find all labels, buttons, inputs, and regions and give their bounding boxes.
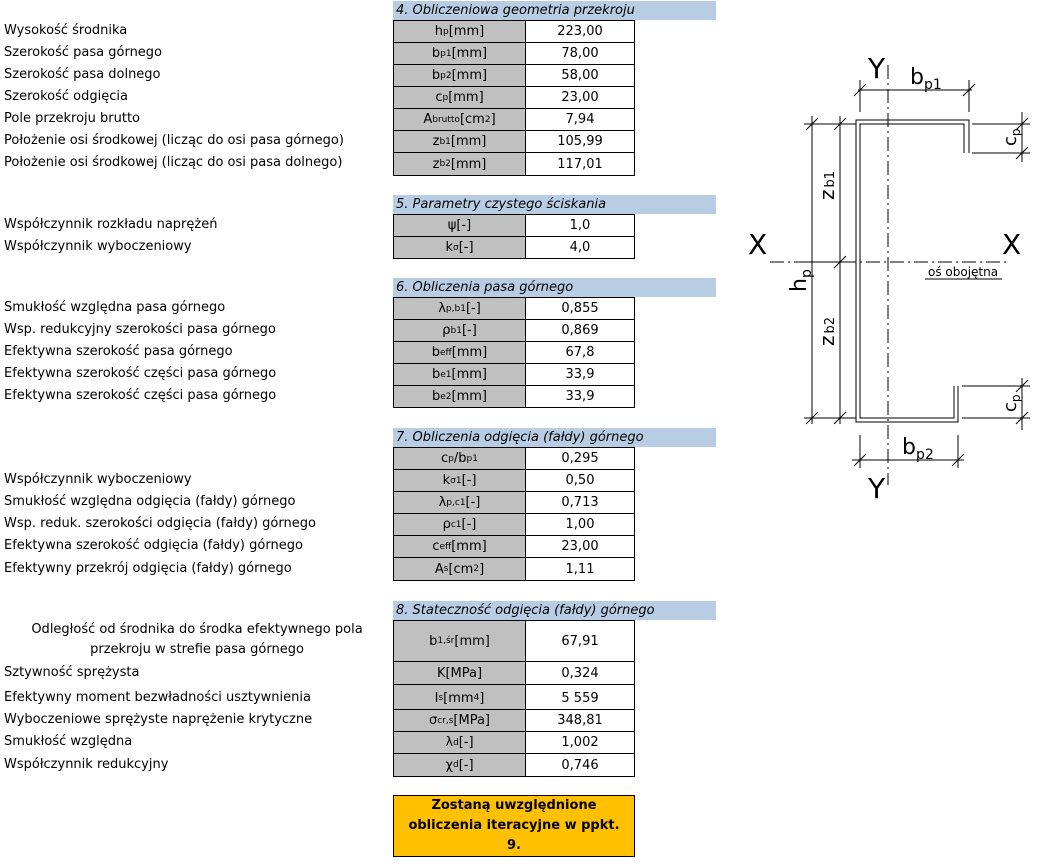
- symbol-cell: b e2 [mm]: [393, 385, 526, 408]
- label-rho-b1: Wsp. redukcyjny szerokości pasa górnego: [4, 322, 276, 337]
- row-is: [393, 684, 635, 712]
- label-bp1: Szerokość pasa górnego: [4, 45, 163, 60]
- value-cell[interactable]: 67,8: [526, 341, 635, 364]
- symbol-cell: A s [cm 2 ]: [393, 557, 526, 581]
- row-psi: [393, 214, 635, 237]
- label-lambda-pb1: Smukłość względna pasa górnego: [4, 300, 226, 315]
- label-ksigma1: Współczynnik wyboczeniowy: [4, 472, 192, 487]
- symbol-cell: c p [mm]: [393, 86, 526, 109]
- symbol-cell: λ p,c1 [-]: [393, 491, 526, 514]
- label-is: Efektywny moment bezwładności usztywnienia: [4, 690, 311, 705]
- row-b1sr: [393, 620, 635, 662]
- row-zb2: [393, 152, 635, 176]
- value-cell[interactable]: 0,50: [526, 469, 635, 492]
- label-be2: Efektywna szerokość części pasa górnego: [4, 388, 277, 403]
- value-cell[interactable]: 23,00: [526, 86, 635, 109]
- row-ceff: [393, 535, 635, 558]
- label-k: Sztywność sprężysta: [4, 665, 140, 680]
- value-cell[interactable]: 58,00: [526, 64, 635, 87]
- label-zb2: Położenie osi środkowej (licząc do osi pasa dolnego): [4, 155, 343, 170]
- value-cell[interactable]: 0,746: [526, 753, 635, 777]
- neutral-axis-label: oś obojętna: [928, 265, 999, 279]
- row-chi-d: [393, 753, 635, 777]
- value-cell[interactable]: 0,869: [526, 319, 635, 342]
- label-b1sr: Odległość od środnika do środka efektywnego pola przekroju w strefie pasa górnego: [31, 622, 363, 657]
- value-cell[interactable]: 33,9: [526, 385, 635, 408]
- value-cell[interactable]: 1,00: [526, 513, 635, 536]
- symbol-cell: ρ c1 [-]: [393, 513, 526, 536]
- value-cell[interactable]: 78,00: [526, 42, 635, 65]
- row-bp2: [393, 64, 635, 87]
- label-ceff: Efektywna szerokość odgięcia (fałdy) górnego: [4, 538, 303, 553]
- symbol-cell: b e1 [mm]: [393, 363, 526, 386]
- label-cp: Szerokość odgięcia: [4, 89, 128, 104]
- label-beff: Efektywna szerokość pasa górnego: [4, 344, 233, 359]
- symbol-cell: k σ1 [-]: [393, 469, 526, 492]
- section-5-header: 5. Parametry czystego ściskania: [393, 195, 716, 214]
- cp-bottom-label: $c_p$: [1000, 394, 1023, 412]
- label-lambda-d: Smukłość względna: [4, 734, 133, 749]
- section-8-header: 8. Stateczność odgięcia (fałdy) górnego: [393, 601, 716, 620]
- row-hp: [393, 20, 635, 43]
- y-axis-label-top: Y: [868, 52, 886, 85]
- label-as: Efektywny przekrój odgięcia (fałdy) górnego: [4, 561, 292, 576]
- symbol-cell: b p2 [mm]: [393, 64, 526, 87]
- row-ksigma1: [393, 469, 635, 492]
- symbol-cell: h p [mm]: [393, 20, 526, 43]
- row-abrutto: [393, 108, 635, 131]
- value-cell[interactable]: 1,002: [526, 731, 635, 754]
- row-lambda-pc1: [393, 491, 635, 514]
- label-hp: Wysokość środnika: [4, 23, 128, 38]
- hp-label: $h_p$: [787, 269, 815, 292]
- iteration-note: Zostaną uwzględnione obliczenia iteracyjne w ppkt. 9.: [393, 795, 635, 857]
- value-cell[interactable]: 0,713: [526, 491, 635, 514]
- row-be2: [393, 385, 635, 408]
- cross-section-diagram: [740, 40, 1040, 510]
- x-axis-label-left: X: [748, 228, 768, 261]
- row-ksigma: [393, 236, 635, 259]
- symbol-cell: λ d [-]: [393, 731, 526, 754]
- row-as: [393, 557, 635, 581]
- label-zb1: Położenie osi środkowej (licząc do osi pasa górnego): [4, 133, 344, 148]
- value-cell[interactable]: 0,324: [526, 661, 635, 685]
- symbol-cell: c eff [mm]: [393, 535, 526, 558]
- label-ksigma: Współczynnik wyboczeniowy: [4, 239, 192, 254]
- label-chi-d: Współczynnik redukcyjny: [4, 757, 169, 772]
- symbol-cell: σ cr,s [MPa]: [393, 709, 526, 732]
- value-cell[interactable]: 23,00: [526, 535, 635, 558]
- value-cell[interactable]: 67,91: [526, 620, 635, 662]
- symbol-cell: λ p,b1 [-]: [393, 297, 526, 320]
- section-4-header: 4. Obliczeniowa geometria przekroju: [393, 1, 716, 20]
- row-cp: [393, 86, 635, 109]
- row-zb1: [393, 130, 635, 153]
- label-bp2: Szerokość pasa dolnego: [4, 67, 161, 82]
- symbol-cell: b 1,śr [mm]: [393, 620, 526, 662]
- row-rho-b1: [393, 319, 635, 342]
- value-cell[interactable]: 105,99: [526, 130, 635, 153]
- row-lambda-d: [393, 731, 635, 754]
- value-cell[interactable]: 1,0: [526, 214, 635, 237]
- row-sigma-crs: [393, 709, 635, 732]
- value-cell[interactable]: 0,855: [526, 297, 635, 320]
- symbol-cell: z b2 [mm]: [393, 152, 526, 176]
- row-be1: [393, 363, 635, 386]
- value-cell[interactable]: 117,01: [526, 152, 635, 176]
- value-cell[interactable]: 7,94: [526, 108, 635, 131]
- label-be1: Efektywna szerokość części pasa górnego: [4, 366, 277, 381]
- label-lambda-pc1: Smukłość względna odgięcia (fałdy) górnego: [4, 494, 296, 509]
- symbol-cell: ψ [-]: [393, 214, 526, 237]
- symbol-cell: I s [mm 4 ]: [393, 684, 526, 712]
- y-axis-label-bottom: Y: [868, 472, 886, 505]
- symbol-cell: A brutto [cm 2 ]: [393, 108, 526, 131]
- x-axis-label-right: X: [1002, 228, 1022, 261]
- value-cell[interactable]: 1,11: [526, 557, 635, 581]
- symbol-cell: k σ [-]: [393, 236, 526, 259]
- value-cell[interactable]: 33,9: [526, 363, 635, 386]
- bp2-label: $b_{p2}$: [902, 435, 934, 463]
- value-cell[interactable]: 223,00: [526, 20, 635, 43]
- value-cell[interactable]: 0,295: [526, 447, 635, 470]
- row-rho-c1: [393, 513, 635, 536]
- symbol-cell: ρ b1 [-]: [393, 319, 526, 342]
- cp-top-label: $c_p$: [1000, 128, 1023, 146]
- value-cell[interactable]: 4,0: [526, 236, 635, 259]
- symbol-cell: χ d [-]: [393, 753, 526, 777]
- value-cell[interactable]: 5 559: [526, 684, 635, 712]
- bp1-label: $b_{p1}$: [910, 65, 942, 93]
- section-6-header: 6. Obliczenia pasa górnego: [393, 278, 716, 297]
- symbol-cell: K [MPa]: [393, 661, 526, 685]
- label-rho-c1: Wsp. reduk. szerokości odgięcia (fałdy) górnego: [4, 516, 316, 531]
- label-psi: Współczynnik rozkładu naprężeń: [4, 217, 218, 232]
- row-k: [393, 661, 635, 685]
- symbol-cell: b eff [mm]: [393, 341, 526, 364]
- symbol-cell: c p /b p1: [393, 447, 526, 470]
- row-lambda-pb1: [393, 297, 635, 320]
- label-abrutto: Pole przekroju brutto: [4, 111, 140, 126]
- label-sigma-crs: Wyboczeniowe sprężyste naprężenie krytyczne: [4, 712, 313, 727]
- row-cp-bp1: [393, 447, 635, 470]
- zb2-label: zb2: [815, 316, 839, 346]
- symbol-cell: z b1 [mm]: [393, 130, 526, 153]
- row-bp1: [393, 42, 635, 65]
- section-7-header: 7. Obliczenia odgięcia (fałdy) górnego: [393, 428, 716, 447]
- zb1-label: zb1: [815, 170, 839, 200]
- symbol-cell: b p1 [mm]: [393, 42, 526, 65]
- row-beff: [393, 341, 635, 364]
- value-cell[interactable]: 348,81: [526, 709, 635, 732]
